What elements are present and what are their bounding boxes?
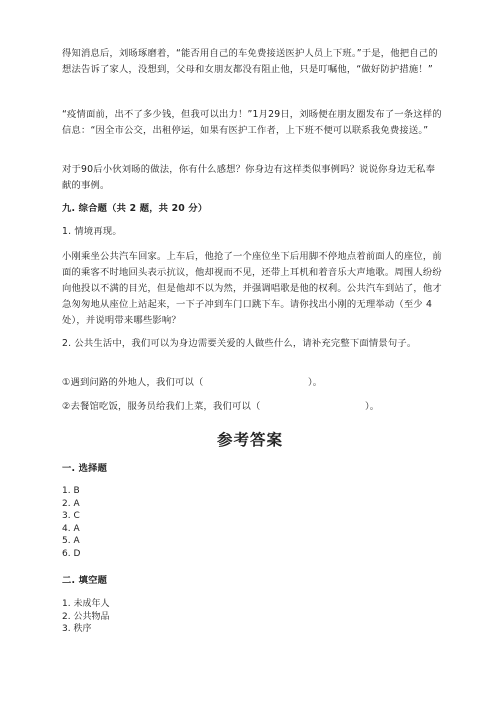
answer-item: 1. B: [62, 486, 80, 496]
answer-item: 4. A: [62, 523, 80, 534]
answer-section-1-heading: 一. 选择题: [62, 463, 108, 474]
answer-item: 1. 未成年人: [62, 599, 110, 609]
answer-item: 2. A: [62, 498, 80, 509]
story-paragraph-2: “疫情面前，出不了多少钱，但我可以出力！”1月29日，刘旸便在朋友圈发布了一条这样的信息：“因全市公交，出租停运，如果有医护工作者，上下班不便可以联系我免费接送。”: [62, 109, 442, 136]
question-2-text: 2. 公共生活中，我们可以为身边需要关爱的人做些什么，请补充完整下面情景句子。: [62, 338, 417, 349]
answer-section-1-list: [62, 485, 80, 561]
answer-item: 2. 公共物品: [62, 611, 110, 622]
answer-item: 3. C: [62, 511, 80, 522]
answer-section-2-list: [62, 598, 109, 636]
answer-item: 6. D: [62, 548, 81, 559]
question-2-item-b: ②去餐馆吃饭，服务员给我们上菜，我们可以（ ）。: [62, 401, 380, 412]
answer-section-2-heading: 二. 填空题: [62, 575, 108, 586]
question-2-item-a: ①遇到问路的外地人，我们可以（ ）。: [62, 377, 323, 388]
section-9-heading: 九. 综合题（共 2 题，共 20 分）: [62, 203, 208, 214]
answer-item: 3. 秩序: [62, 624, 92, 635]
question-1-label: 1. 情境再现。: [62, 226, 122, 237]
story-question: 对于90后小伙刘旸的做法，你有什么感想？你身边有这样类似事例吗？说说你身边无私奉献的事例。: [62, 164, 436, 191]
answer-item: 5. A: [62, 536, 80, 547]
answer-key-title: 参考答案: [216, 431, 283, 449]
question-1-text: 小刚乘坐公共汽车回家。上车后，他抢了一个座位坐下后用脚不停地点着前面人的座位，前面的乘客不时地回头表示抗议，他却视而不见，还带上耳机和着音乐大声地歌。周围人纷纷向他投以不满的目光，但是他却不以为然，并强调唱歌是他的权利。公共汽车到站了，他才急匆匆地从座位上站起来，一下子冲到车门口跳下车。请你找出小刚的无理举动（至少 4 处），并说明带来哪些影响？: [62, 251, 442, 326]
story-paragraph-1: 得知消息后，刘旸琢磨着，“能否用自己的车免费接送医护人员上下班。”于是，他把自己的想法告诉了家人，没想到，父母和女朋友都没有阻止他，只是叮嘱他，“做好防护措施！”: [62, 48, 438, 75]
